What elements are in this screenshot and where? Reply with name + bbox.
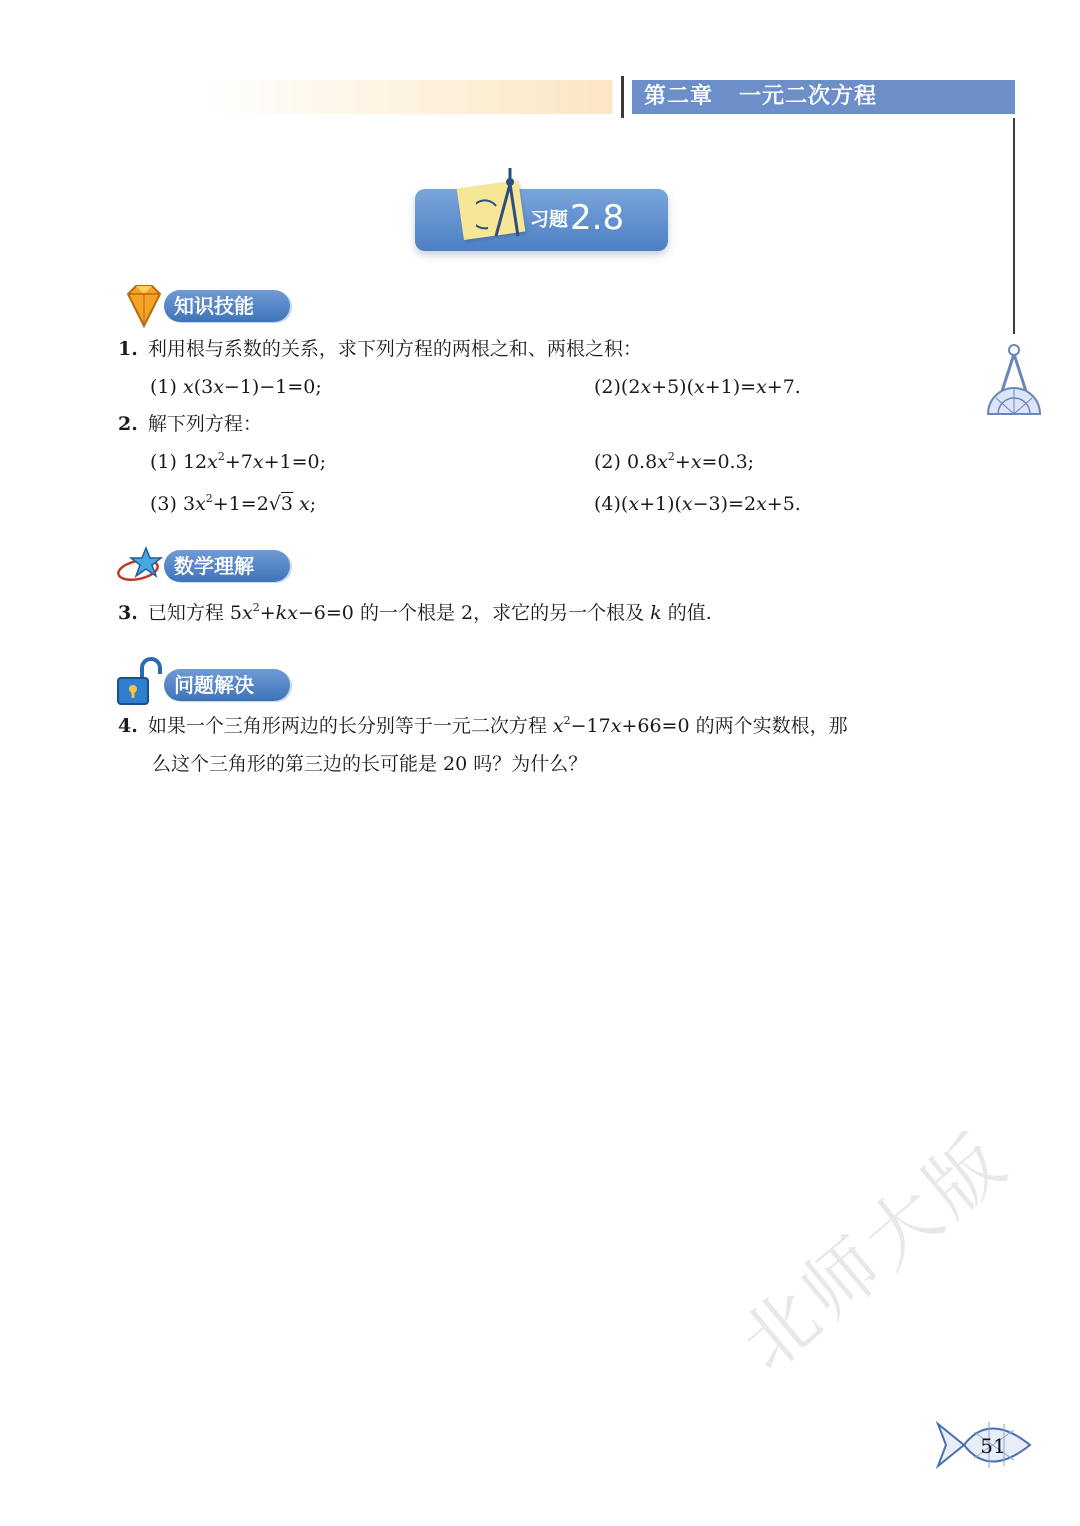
open-lock-icon bbox=[116, 656, 164, 706]
question-2-part-2: (2) $0.8x^2+x=0.3$; bbox=[594, 450, 755, 473]
publisher-watermark: 北师大版 bbox=[724, 1115, 1025, 1388]
section-knowledge-skills: 知识技能 bbox=[164, 290, 290, 322]
question-1-stem: 1. 利用根与系数的关系，求下列方程的两根之和、两根之积： bbox=[118, 338, 642, 360]
drawing-compass-icon bbox=[476, 166, 524, 242]
question-4-line-1: 4. 如果一个三角形两边的长分别等于一元二次方程 $x^2-17x+66=0$ 的两个实数根，那 bbox=[118, 714, 848, 737]
question-2-part-4: (4)(x+1)(x−3)=2x+5. bbox=[594, 493, 801, 515]
question-3: 3. 已知方程 $5x^2+kx-6=0$ 的一个根是 2，求它的另一个根及 k 的值. bbox=[118, 601, 712, 624]
section-problem-solving: 问题解决 bbox=[164, 669, 290, 701]
page-number: 51 bbox=[980, 1434, 1006, 1458]
question-1-part-1: (1) x(3x−1)−1=0; bbox=[150, 376, 322, 398]
question-1-part-2: (2)(2x+5)(x+1)=x+7. bbox=[594, 376, 801, 398]
margin-line bbox=[1013, 118, 1015, 334]
exercise-title bbox=[530, 198, 624, 244]
header-decoration bbox=[200, 80, 612, 114]
header-divider bbox=[621, 76, 624, 118]
question-2-part-1: (1) $12x^2+7x+1=0$; bbox=[150, 450, 327, 473]
chapter-label: 第二章 bbox=[644, 84, 714, 109]
chapter-header bbox=[632, 80, 1015, 114]
compass-protractor-icon bbox=[982, 340, 1046, 418]
question-4-line-2: 么这个三角形的第三边的长可能是 20 吗？为什么？ bbox=[152, 753, 588, 775]
section-math-understanding: 数学理解 bbox=[164, 550, 290, 582]
question-2-stem: 2. 解下列方程： bbox=[118, 413, 262, 435]
chapter-title: 一元二次方程 bbox=[739, 84, 878, 109]
question-2-part-3: (3) $3x^2+1=2√3$ x; bbox=[150, 492, 317, 515]
exercise-number: 2.8 bbox=[570, 198, 625, 238]
exercise-label: 习题 bbox=[530, 208, 569, 231]
star-orbit-icon bbox=[116, 546, 166, 584]
diamond-pencil-icon bbox=[126, 282, 162, 328]
